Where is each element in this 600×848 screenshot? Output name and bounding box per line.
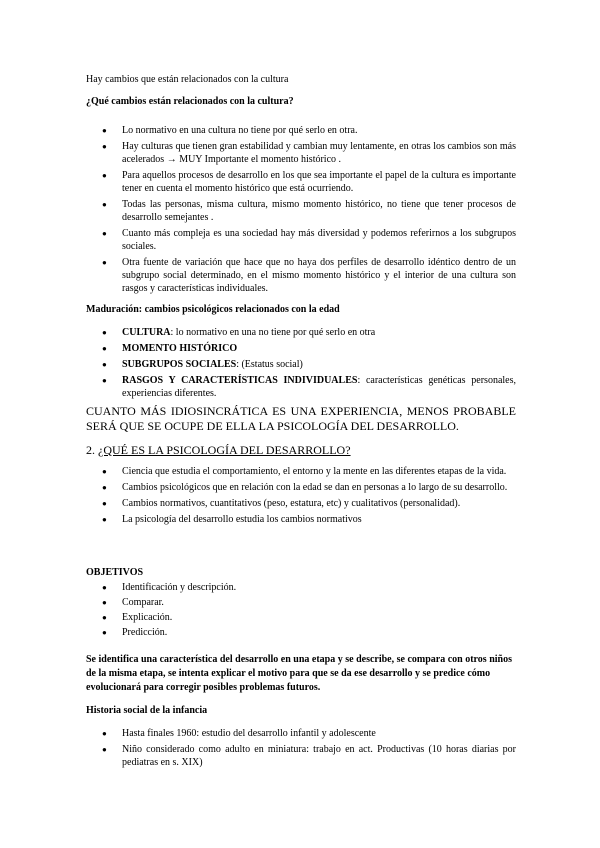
list-item: ● Cambios normativos, cuantitativos (peso, estatura, etc) y cualitativos (personalidad).: [86, 497, 516, 510]
factor-name: MOMENTO HISTÓRICO: [122, 343, 238, 354]
list-item: ● Ciencia que estudia el comportamiento, el entorno y la mente en las diferentes etapas de la vida.: [86, 465, 516, 478]
question-culture-heading: ¿Qué cambios están relacionados con la cultura?: [86, 96, 294, 107]
list-item: ● Comparar.: [86, 596, 516, 609]
list-item: ● Cambios psicológicos que en relación con la edad se dan en personas a lo largo de su desarrollo.: [86, 481, 516, 494]
psychology-list: [86, 465, 516, 529]
list-item: ● Para aquellos procesos de desarrollo en los que sea importante el papel de la cultura es importante tener en cuenta el momento histórico que está ocurriendo.: [86, 169, 516, 195]
caps-statement: CUANTO MÁS IDIOSINCRÁTICA ES UNA EXPERIENCIA, MENOS PROBABLE SERÁ QUE SE OCUPE DE ELLA LA PSICOLOGÍA DEL DESARROLLO.: [86, 404, 516, 433]
factor-name: SUBGRUPOS SOCIALES: [122, 359, 237, 370]
factor-name: RASGOS Y CARACTERÍSTICAS INDIVIDUALES: [122, 375, 358, 386]
list-item: ● Lo normativo en una cultura no tiene por qué serlo en otra.: [86, 124, 516, 137]
maduracion-heading: Maduración: cambios psicológicos relacionados con la edad: [86, 304, 340, 315]
list-item: ● Identificación y descripción.: [86, 581, 516, 594]
list-item: ● Otra fuente de variación que hace que no haya dos perfiles de desarrollo idéntico dentro de un subgrupo social determinado, en el mismo momento histórico y el interior de una cultura son rasgos y características individuales.: [86, 256, 516, 295]
factor-desc: : (Estatus social): [236, 359, 303, 370]
list-item: ● Predicción.: [86, 626, 516, 639]
list-item: ● Hay culturas que tienen gran estabilidad y cambian muy lentamente, en otras los cambios son más acelerados → MUY Importante el momento histórico .: [86, 140, 516, 166]
historia-list: [86, 727, 516, 772]
section-number: 2.: [86, 443, 98, 457]
list-item: ● Cuanto más compleja es una sociedad hay más diversidad y podemos referirnos a los subgrupos sociales.: [86, 227, 516, 253]
factor-name: CULTURA: [122, 327, 171, 338]
list-item: ● Explicación.: [86, 611, 516, 624]
list-item: ● La psicología del desarrollo estudia los cambios normativos: [86, 513, 516, 526]
intro-text: Hay cambios que están relacionados con la cultura: [86, 74, 289, 85]
culture-list: [86, 124, 516, 298]
list-item: ● Hasta finales 1960: estudio del desarrollo infantil y adolescente: [86, 727, 516, 740]
objetivos-heading: OBJETIVOS: [86, 567, 144, 578]
factors-list: [86, 326, 516, 403]
historia-heading: Historia social de la infancia: [86, 705, 208, 716]
factor-desc: : lo normativo en una no tiene por qué serlo en otra: [170, 327, 376, 338]
section-title: ¿QUÉ ES LA PSICOLOGÍA DEL DESARROLLO?: [98, 443, 351, 457]
list-item: [86, 342, 516, 355]
list-item: [86, 374, 516, 400]
list-item: [86, 358, 516, 371]
list-item: ● Todas las personas, misma cultura, mismo momento histórico, no tiene que tener procesos de desarrollo semejantes .: [86, 198, 516, 224]
list-item: ● Niño considerado como adulto en miniatura: trabajo en act. Productivas (10 horas diarias por pediatras en s. XIX): [86, 743, 516, 769]
section-2-heading: [86, 443, 516, 458]
objetivos-list: [86, 581, 516, 641]
list-item: [86, 326, 516, 339]
factor-desc: : características genéticas personales, experiencias diferentes.: [122, 375, 516, 399]
summary-paragraph: Se identifica una característica del desarrollo en una etapa y se describe, se compara con otros niños de la misma etapa, se intenta explicar el motivo para que se da ese desarrollo y se predice cómo evolucionará para corregir posibles problemas futuros.: [86, 654, 512, 693]
